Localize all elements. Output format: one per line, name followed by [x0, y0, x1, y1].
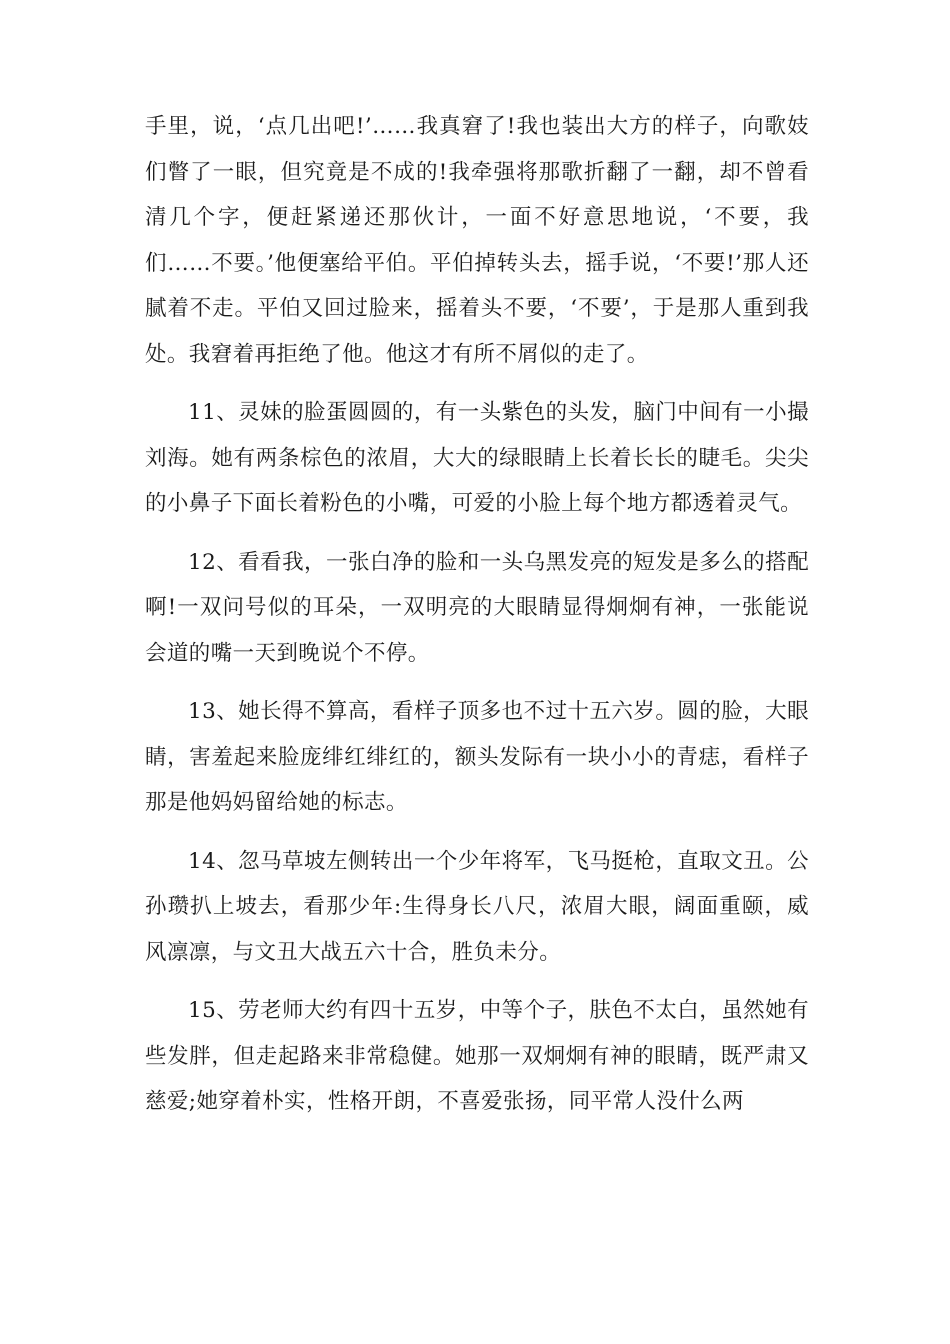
paragraph-13: 13、她长得不算高，看样子顶多也不过十五六岁。圆的脸，大眼睛，害羞起来脸庞绯红绯红的，额头发际有一块小小的青痣，看样子那是他妈妈留给她的标志。 — [145, 699, 809, 815]
paragraph-15: 15、劳老师大约有四十五岁，中等个子，肤色不太白，虽然她有些发胖，但走起路来非常稳健。她那一双炯炯有神的眼睛，既严肃又慈爱;她穿着朴实，性格开朗，不喜爱张扬，同平常人没什么两 — [145, 998, 809, 1114]
paragraph-12: 12、看看我，一张白净的脸和一头乌黑发亮的短发是多么的搭配啊!一双问号似的耳朵，一双明亮的大眼睛显得炯炯有神，一张能说会道的嘴一天到晚说个不停。 — [145, 549, 809, 666]
paragraph-11: 11、灵妹的脸蛋圆圆的，有一头紫色的头发，脑门中间有一小撮刘海。她有两条棕色的浓眉，大大的绿眼睛上长着长长的睫毛。尖尖的小鼻子下面长着粉色的小嘴，可爱的小脸上每个地方都透着灵气。 — [145, 400, 809, 516]
document-page — [145, 104, 809, 1138]
paragraph-14: 14、忽马草坡左侧转出一个少年将军，飞马挺枪，直取文丑。公孙瓒扒上坡去，看那少年:生得身长八尺，浓眉大眼，阔面重颐，威风凛凛，与文丑大战五六十合，胜负未分。 — [145, 848, 809, 965]
paragraph-1: 手里，说，‘点几出吧!’……我真窘了!我也装出大方的样子，向歌妓们瞥了一眼，但究竟是不成的!我牵强将那歌折翻了一翻，却不曾看清几个字，便赶紧递还那伙计，一面不好意思地说，‘不要，我们……不要。’他便塞给平伯。平伯掉转头去，摇手说，‘不要!’那人还腻着不走。平伯又回过脸来，摇着头不要，‘不要’，于是那人重到我处。我窘着再拒绝了他。他这才有所不屑似的走了。 — [145, 114, 809, 367]
